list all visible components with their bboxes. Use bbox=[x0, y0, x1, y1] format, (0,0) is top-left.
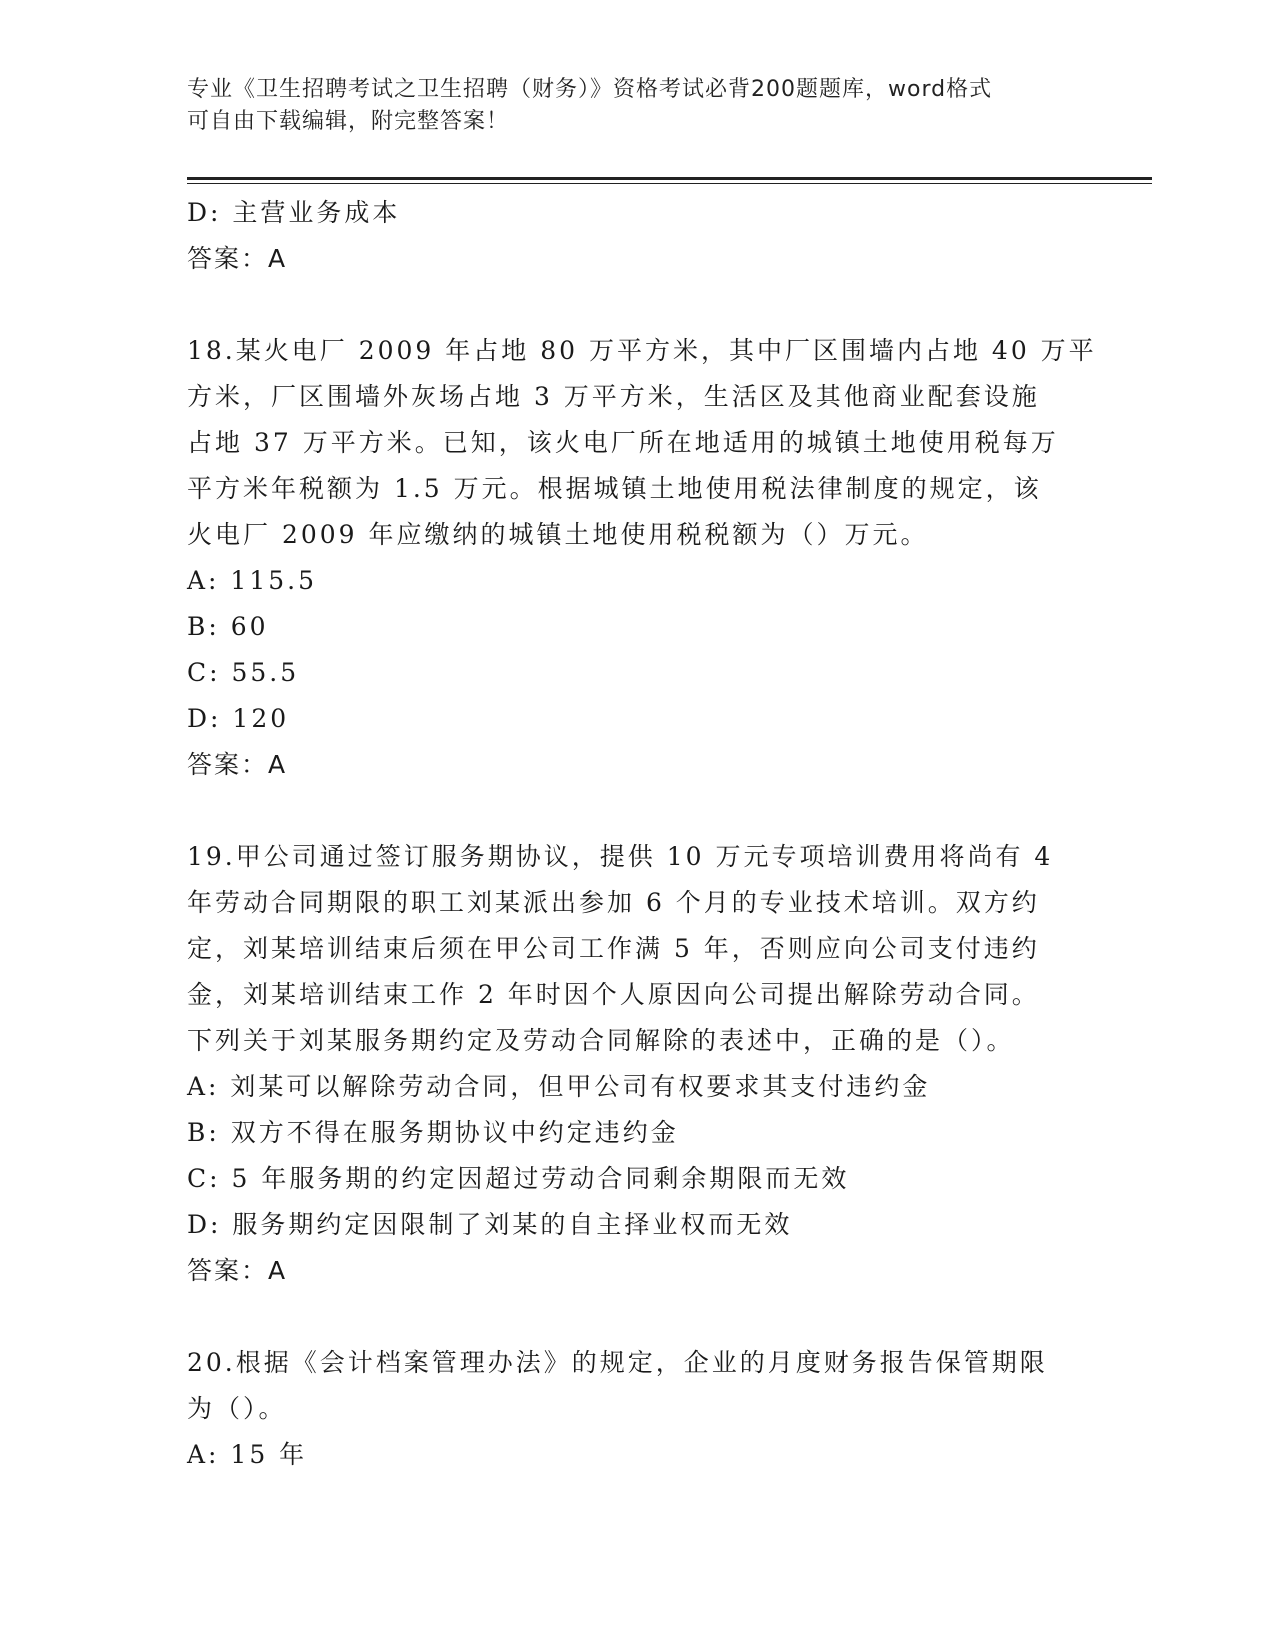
question-19-stem-line: 下列关于刘某服务期约定及劳动合同解除的表述中，正确的是（）。 bbox=[187, 1026, 1015, 1055]
question-18-answer: 答案：A bbox=[187, 750, 288, 779]
question-18-option-c: C: 55.5 bbox=[187, 658, 300, 687]
question-18-option-b: B: 60 bbox=[187, 612, 269, 641]
question-19-option-a: A: 刘某可以解除劳动合同，但甲公司有权要求其支付违约金 bbox=[187, 1072, 931, 1101]
question-19-stem-line: 年劳动合同期限的职工刘某派出参加 6 个月的专业技术培训。双方约 bbox=[187, 888, 1040, 917]
question-19-option-b: B: 双方不得在服务期协议中约定违约金 bbox=[187, 1118, 679, 1147]
question-19-option-c: C: 5 年服务期的约定因超过劳动合同剩余期限而无效 bbox=[187, 1164, 850, 1193]
question-19-answer: 答案：A bbox=[187, 1256, 288, 1285]
question-20-option-a: A: 15 年 bbox=[187, 1440, 308, 1469]
document-body bbox=[187, 190, 1097, 1478]
spacer bbox=[187, 282, 1087, 328]
header-divider-thick bbox=[187, 177, 1152, 180]
question-19-stem-line: 定，刘某培训结束后须在甲公司工作满 5 年，否则应向公司支付违约 bbox=[187, 934, 1040, 963]
question-19-stem-line: 19.甲公司通过签订服务期协议，提供 10 万元专项培训费用将尚有 4 bbox=[187, 842, 1054, 871]
header-divider-thin bbox=[187, 183, 1152, 184]
spacer bbox=[187, 1294, 1087, 1340]
question-18-stem-line: 平方米年税额为 1.5 万元。根据城镇土地使用税法律制度的规定，该 bbox=[187, 474, 1042, 503]
question-19-option-d: D: 服务期约定因限制了刘某的自主择业权而无效 bbox=[187, 1210, 793, 1239]
question-18-option-a: A: 115.5 bbox=[187, 566, 317, 595]
question-18-stem-line: 占地 37 万平方米。已知，该火电厂所在地适用的城镇土地使用税每万 bbox=[187, 428, 1059, 457]
question-20-stem-line: 为（）。 bbox=[187, 1394, 287, 1423]
header-line-1: 专业《卫生招聘考试之卫生招聘（财务）》资格考试必背200题题库，word格式 bbox=[187, 77, 993, 102]
question-18-stem-line: 方米，厂区围墙外灰场占地 3 万平方米，生活区及其他商业配套设施 bbox=[187, 382, 1040, 411]
header-line-2: 可自由下载编辑，附完整答案！ bbox=[187, 109, 510, 134]
prev-option-d: D: 主营业务成本 bbox=[187, 198, 401, 227]
question-20-stem-line: 20.根据《会计档案管理办法》的规定，企业的月度财务报告保管期限 bbox=[187, 1348, 1048, 1377]
prev-answer: 答案：A bbox=[187, 244, 288, 273]
question-18-option-d: D: 120 bbox=[187, 704, 290, 733]
question-18 bbox=[187, 328, 1097, 788]
question-20 bbox=[187, 1340, 1087, 1478]
question-19-stem-line: 金，刘某培训结束工作 2 年时因个人原因向公司提出解除劳动合同。 bbox=[187, 980, 1040, 1009]
spacer bbox=[187, 788, 1087, 834]
question-18-stem-line: 火电厂 2009 年应缴纳的城镇土地使用税税额为（）万元。 bbox=[187, 520, 929, 549]
question-18-stem-line: 18.某火电厂 2009 年占地 80 万平方米，其中厂区围墙内占地 40 万平 bbox=[187, 336, 1097, 365]
question-19 bbox=[187, 834, 1087, 1294]
document-header bbox=[187, 74, 1067, 138]
